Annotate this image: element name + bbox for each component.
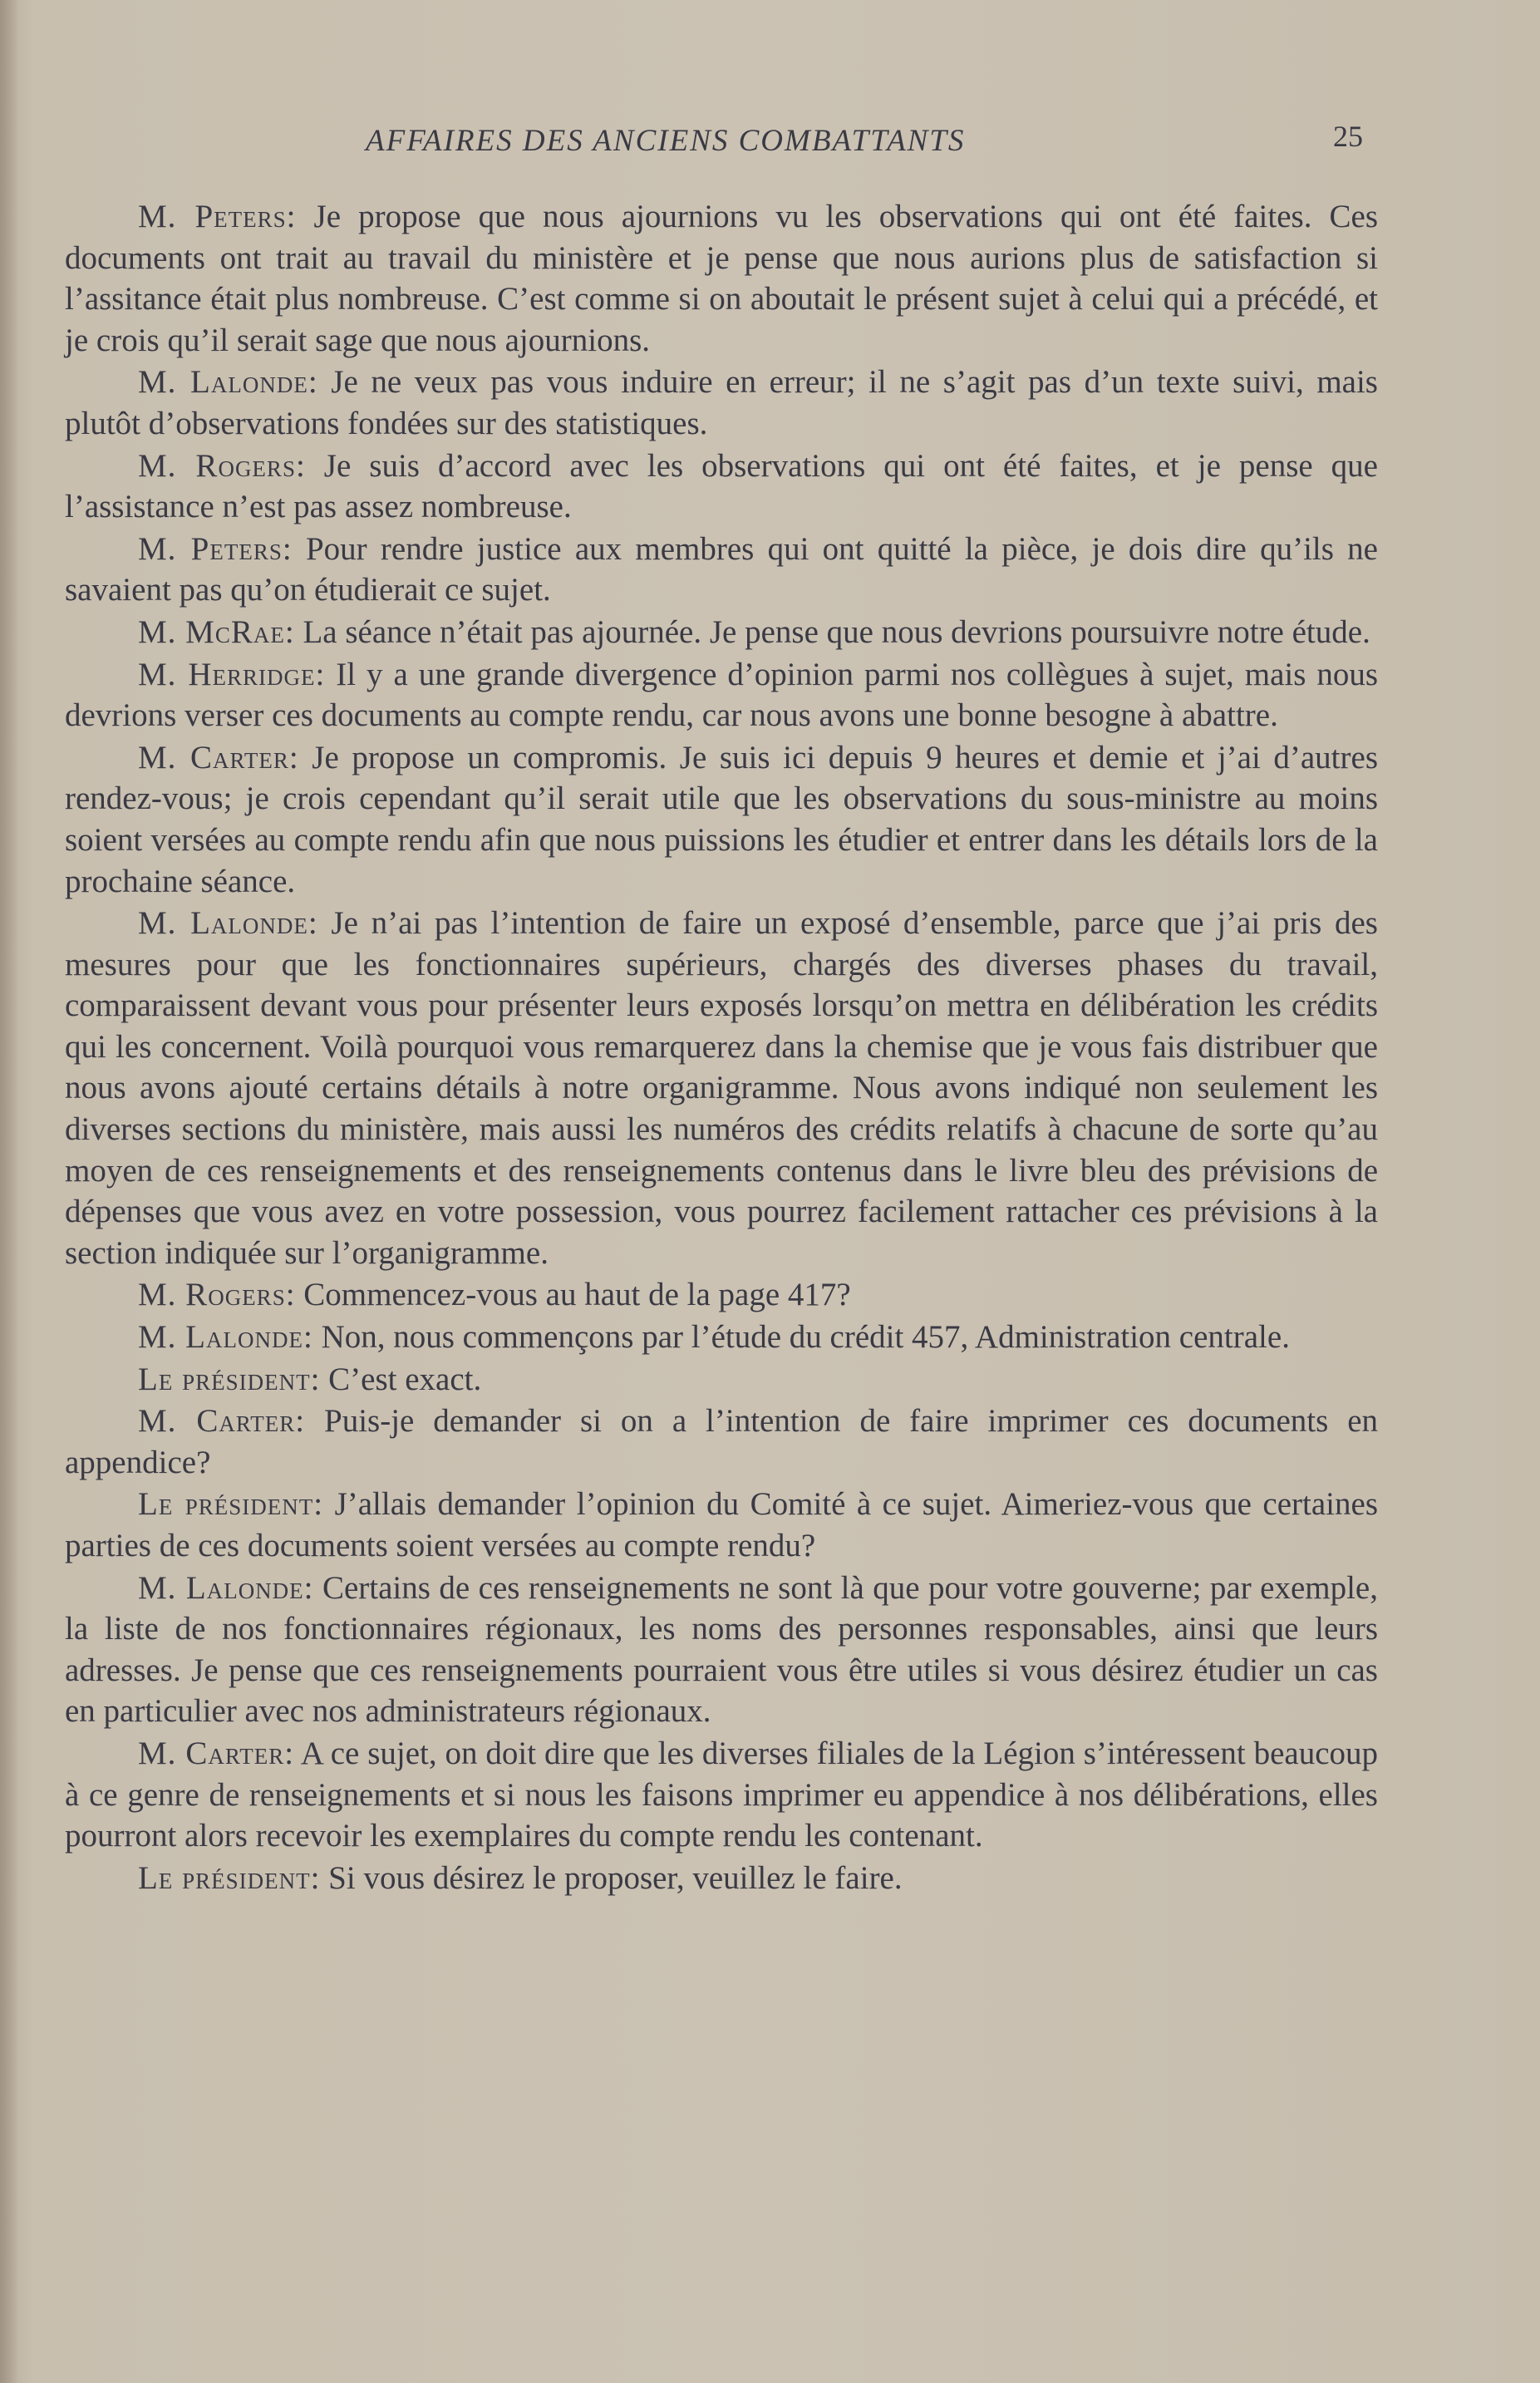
speech-text: Si vous désirez le proposer, veuillez le faire. xyxy=(320,1859,903,1896)
speaker-name: M. Carter: xyxy=(138,739,299,775)
speaker-name: Le président: xyxy=(138,1486,324,1523)
paragraph xyxy=(65,737,1378,902)
speaker-name: M. Lalonde: xyxy=(138,1569,314,1606)
speech-text: Il y a une grande divergence d’opinion parmi nos collègues à sujet, mais nous devrions verser ces documents au compte rendu, car nous avons une bonne besogne à abattre. xyxy=(65,656,1378,734)
speaker-name: M. Peters: xyxy=(138,530,293,567)
paragraph xyxy=(65,1317,1378,1358)
running-title: AFFAIRES DES ANCIENS COMBATTANTS xyxy=(366,124,966,158)
page-number: 25 xyxy=(1333,120,1363,153)
binding-shadow xyxy=(0,0,18,2383)
speaker-name: Le président: xyxy=(138,1859,321,1896)
speech-text: Je suis d’accord avec les observations qui ont été faites, et je pense que l’assistance n’est pas assez nombreuse. xyxy=(65,447,1378,525)
speaker-name: M. Herridge: xyxy=(138,656,326,692)
paragraph xyxy=(65,362,1378,444)
speaker-name: M. Rogers: xyxy=(138,1277,296,1313)
speech-text: C’est exact. xyxy=(320,1361,482,1397)
transcript-body xyxy=(65,196,1378,1899)
speech-text: Non, nous commençons par l’étude du crédit 457, Administration centrale. xyxy=(312,1319,1290,1356)
paragraph xyxy=(65,1359,1378,1401)
paragraph xyxy=(65,903,1378,1273)
speaker-name: M. Carter: xyxy=(138,1403,306,1440)
speech-text: J’allais demander l’opinion du Comité à ce sujet. Aimeriez-vous que certaines parties de ces documents soient versées au compte rendu? xyxy=(65,1486,1378,1563)
paragraph xyxy=(65,1274,1378,1316)
paragraph xyxy=(65,1401,1378,1483)
paragraph xyxy=(65,654,1378,736)
speech-text: Je n’ai pas l’intention de faire un exposé d’ensemble, parce que j’ai pris des mesures pour que les fonctionnaires supérieurs, chargés des diverses phases du travail, comparaissent devant vous pour présenter leurs exposés lorsqu’on mettra en délibération les crédits qui les concernent. Voilà pourquoi vous remarquerez dans la chemise que je vous fais distribuer que nous avons ajouté certains détails à notre organigramme. Nous avons indiqué non seulement les diverses sections du ministère, mais aussi les numéros des crédits relatifs à chacune de sorte qu’au moyen de ces renseignements et des renseignements contenus dans le livre bleu des prévisions de dépenses que vous avez en votre possession, vous pourrez facilement rattacher ces prévisions à la section indiquée sur l’organigramme. xyxy=(65,905,1378,1271)
speaker-name: M. Lalonde: xyxy=(138,1319,313,1356)
speaker-name: Le président: xyxy=(138,1361,321,1397)
paragraph xyxy=(65,196,1378,361)
paragraph xyxy=(65,446,1378,528)
speech-text: Je propose que nous ajournions vu les observations qui ont été faites. Ces documents ont trait au travail du ministère et je pense que nous aurions plus de satisfaction si l’assitance était plus nombreuse. C’est comme si on aboutait le présent sujet à celui qui a précédé, et je crois qu’il serait sage que nous ajournions. xyxy=(65,199,1378,358)
paragraph xyxy=(65,1733,1378,1857)
speech-text: Je ne veux pas vous induire en erreur; il ne s’agit pas d’un texte suivi, mais plutôt d’observations fondées sur des statistiques. xyxy=(65,364,1378,441)
speech-text: La séance n’était pas ajournée. Je pense que nous devrions poursuivre notre étude. xyxy=(294,613,1370,650)
paragraph xyxy=(65,529,1378,611)
speech-text: Pour rendre justice aux membres qui ont quitté la pièce, je dois dire qu’ils ne savaient pas qu’on étudierait ce sujet. xyxy=(65,530,1378,608)
speaker-name: M. Carter: xyxy=(138,1735,295,1771)
speech-text: Je propose un compromis. Je suis ici depuis 9 heures et demie et j’ai d’autres rendez-vous; je crois cependant qu’il serait utile que les observations du sous-ministre au moins soient versées au compte rendu afin que nous puissions les étudier et entrer dans les détails lors de la prochaine séance. xyxy=(65,739,1378,899)
speaker-name: M. McRae: xyxy=(138,613,295,650)
speech-text: A ce sujet, on doit dire que les diverses filiales de la Légion s’intéressent beaucoup à ce genre de renseignements et si nous les faisons imprimer eu appendice à nos délibérations, elles pourront alors recevoir les exemplaires du compte rendu les contenant. xyxy=(65,1735,1379,1854)
speaker-name: M. Rogers: xyxy=(138,447,306,484)
running-header xyxy=(366,116,1363,166)
speech-text: Puis-je demander si on a l’intention de faire imprimer ces documents en appendice? xyxy=(65,1403,1379,1480)
speaker-name: M. Peters: xyxy=(138,199,297,234)
paragraph xyxy=(65,612,1378,653)
paragraph xyxy=(65,1858,1378,1899)
speaker-name: M. Lalonde: xyxy=(138,364,318,401)
speech-text: Commencez-vous au haut de la page 417? xyxy=(295,1277,851,1313)
paragraph xyxy=(65,1568,1378,1732)
speech-text: Certains de ces renseignements ne sont là que pour votre gouverne; par exemple, la liste de nos fonctionnaires régionaux, les noms des personnes responsables, ainsi que leurs adresses. Je pense que ces renseignements pourraient vous être utiles si vous désirez étudier un cas en particulier avec nos administrateurs régionaux. xyxy=(65,1569,1378,1730)
paragraph xyxy=(65,1484,1378,1566)
speaker-name: M. Lalonde: xyxy=(138,905,318,942)
